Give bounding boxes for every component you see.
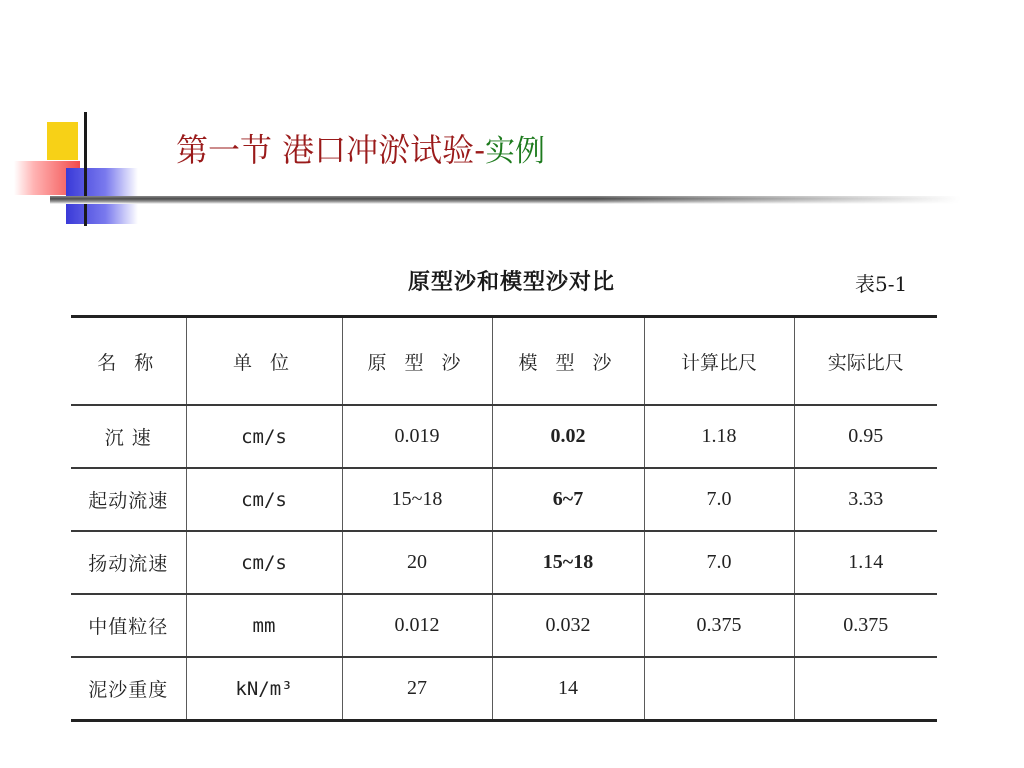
table-header-row <box>71 317 937 406</box>
cell-prototype: 0.012 <box>342 594 492 657</box>
scanned-table-image <box>68 255 940 725</box>
header-name: 名 称 <box>71 317 186 406</box>
cell-name: 起动流速 <box>71 468 186 531</box>
cell-calc-scale: 7.0 <box>644 468 794 531</box>
cell-prototype: 15~18 <box>342 468 492 531</box>
cell-name: 扬动流速 <box>71 531 186 594</box>
cell-calc-scale: 7.0 <box>644 531 794 594</box>
title-main: 第一节 港口冲淤试验 <box>176 131 475 169</box>
cell-model: 0.032 <box>492 594 644 657</box>
table-row <box>71 531 937 594</box>
table-caption: 原型沙和模型沙对比 <box>408 269 616 295</box>
slide-title <box>176 128 545 174</box>
cell-actual-scale <box>794 657 937 721</box>
cell-calc-scale: 1.18 <box>644 405 794 468</box>
cell-unit: kN/m³ <box>186 657 342 721</box>
cell-name: 中值粒径 <box>71 594 186 657</box>
cell-actual-scale: 0.375 <box>794 594 937 657</box>
cell-actual-scale: 3.33 <box>794 468 937 531</box>
cell-calc-scale: 0.375 <box>644 594 794 657</box>
cell-name: 泥沙重度 <box>71 657 186 721</box>
cell-prototype: 0.019 <box>342 405 492 468</box>
title-separator: - <box>474 131 485 169</box>
cell-unit: mm <box>186 594 342 657</box>
cell-actual-scale: 0.95 <box>794 405 937 468</box>
table-row <box>71 657 937 721</box>
table-number: 表5-1 <box>855 272 908 296</box>
table-row <box>71 468 937 531</box>
table-row <box>71 405 937 468</box>
cell-unit: cm/s <box>186 531 342 594</box>
cell-calc-scale <box>644 657 794 721</box>
logo-yellow-square <box>47 122 78 160</box>
header-actual-scale: 实际比尺 <box>794 317 937 406</box>
table-row <box>71 594 937 657</box>
cell-model: 14 <box>492 657 644 721</box>
cell-name: 沉 速 <box>71 405 186 468</box>
header-model: 模 型 沙 <box>492 317 644 406</box>
cell-unit: cm/s <box>186 405 342 468</box>
cell-prototype: 20 <box>342 531 492 594</box>
header-unit: 单 位 <box>186 317 342 406</box>
cell-unit: cm/s <box>186 468 342 531</box>
title-underline <box>50 196 960 204</box>
comparison-table <box>71 315 937 722</box>
cell-model: 0.02 <box>492 405 644 468</box>
cell-actual-scale: 1.14 <box>794 531 937 594</box>
header-prototype: 原 型 沙 <box>342 317 492 406</box>
title-sub: 实例 <box>485 134 545 169</box>
slide-logo <box>0 0 140 240</box>
cell-model: 6~7 <box>492 468 644 531</box>
cell-model: 15~18 <box>492 531 644 594</box>
header-calc-scale: 计算比尺 <box>644 317 794 406</box>
logo-vertical-line <box>84 112 87 226</box>
cell-prototype: 27 <box>342 657 492 721</box>
